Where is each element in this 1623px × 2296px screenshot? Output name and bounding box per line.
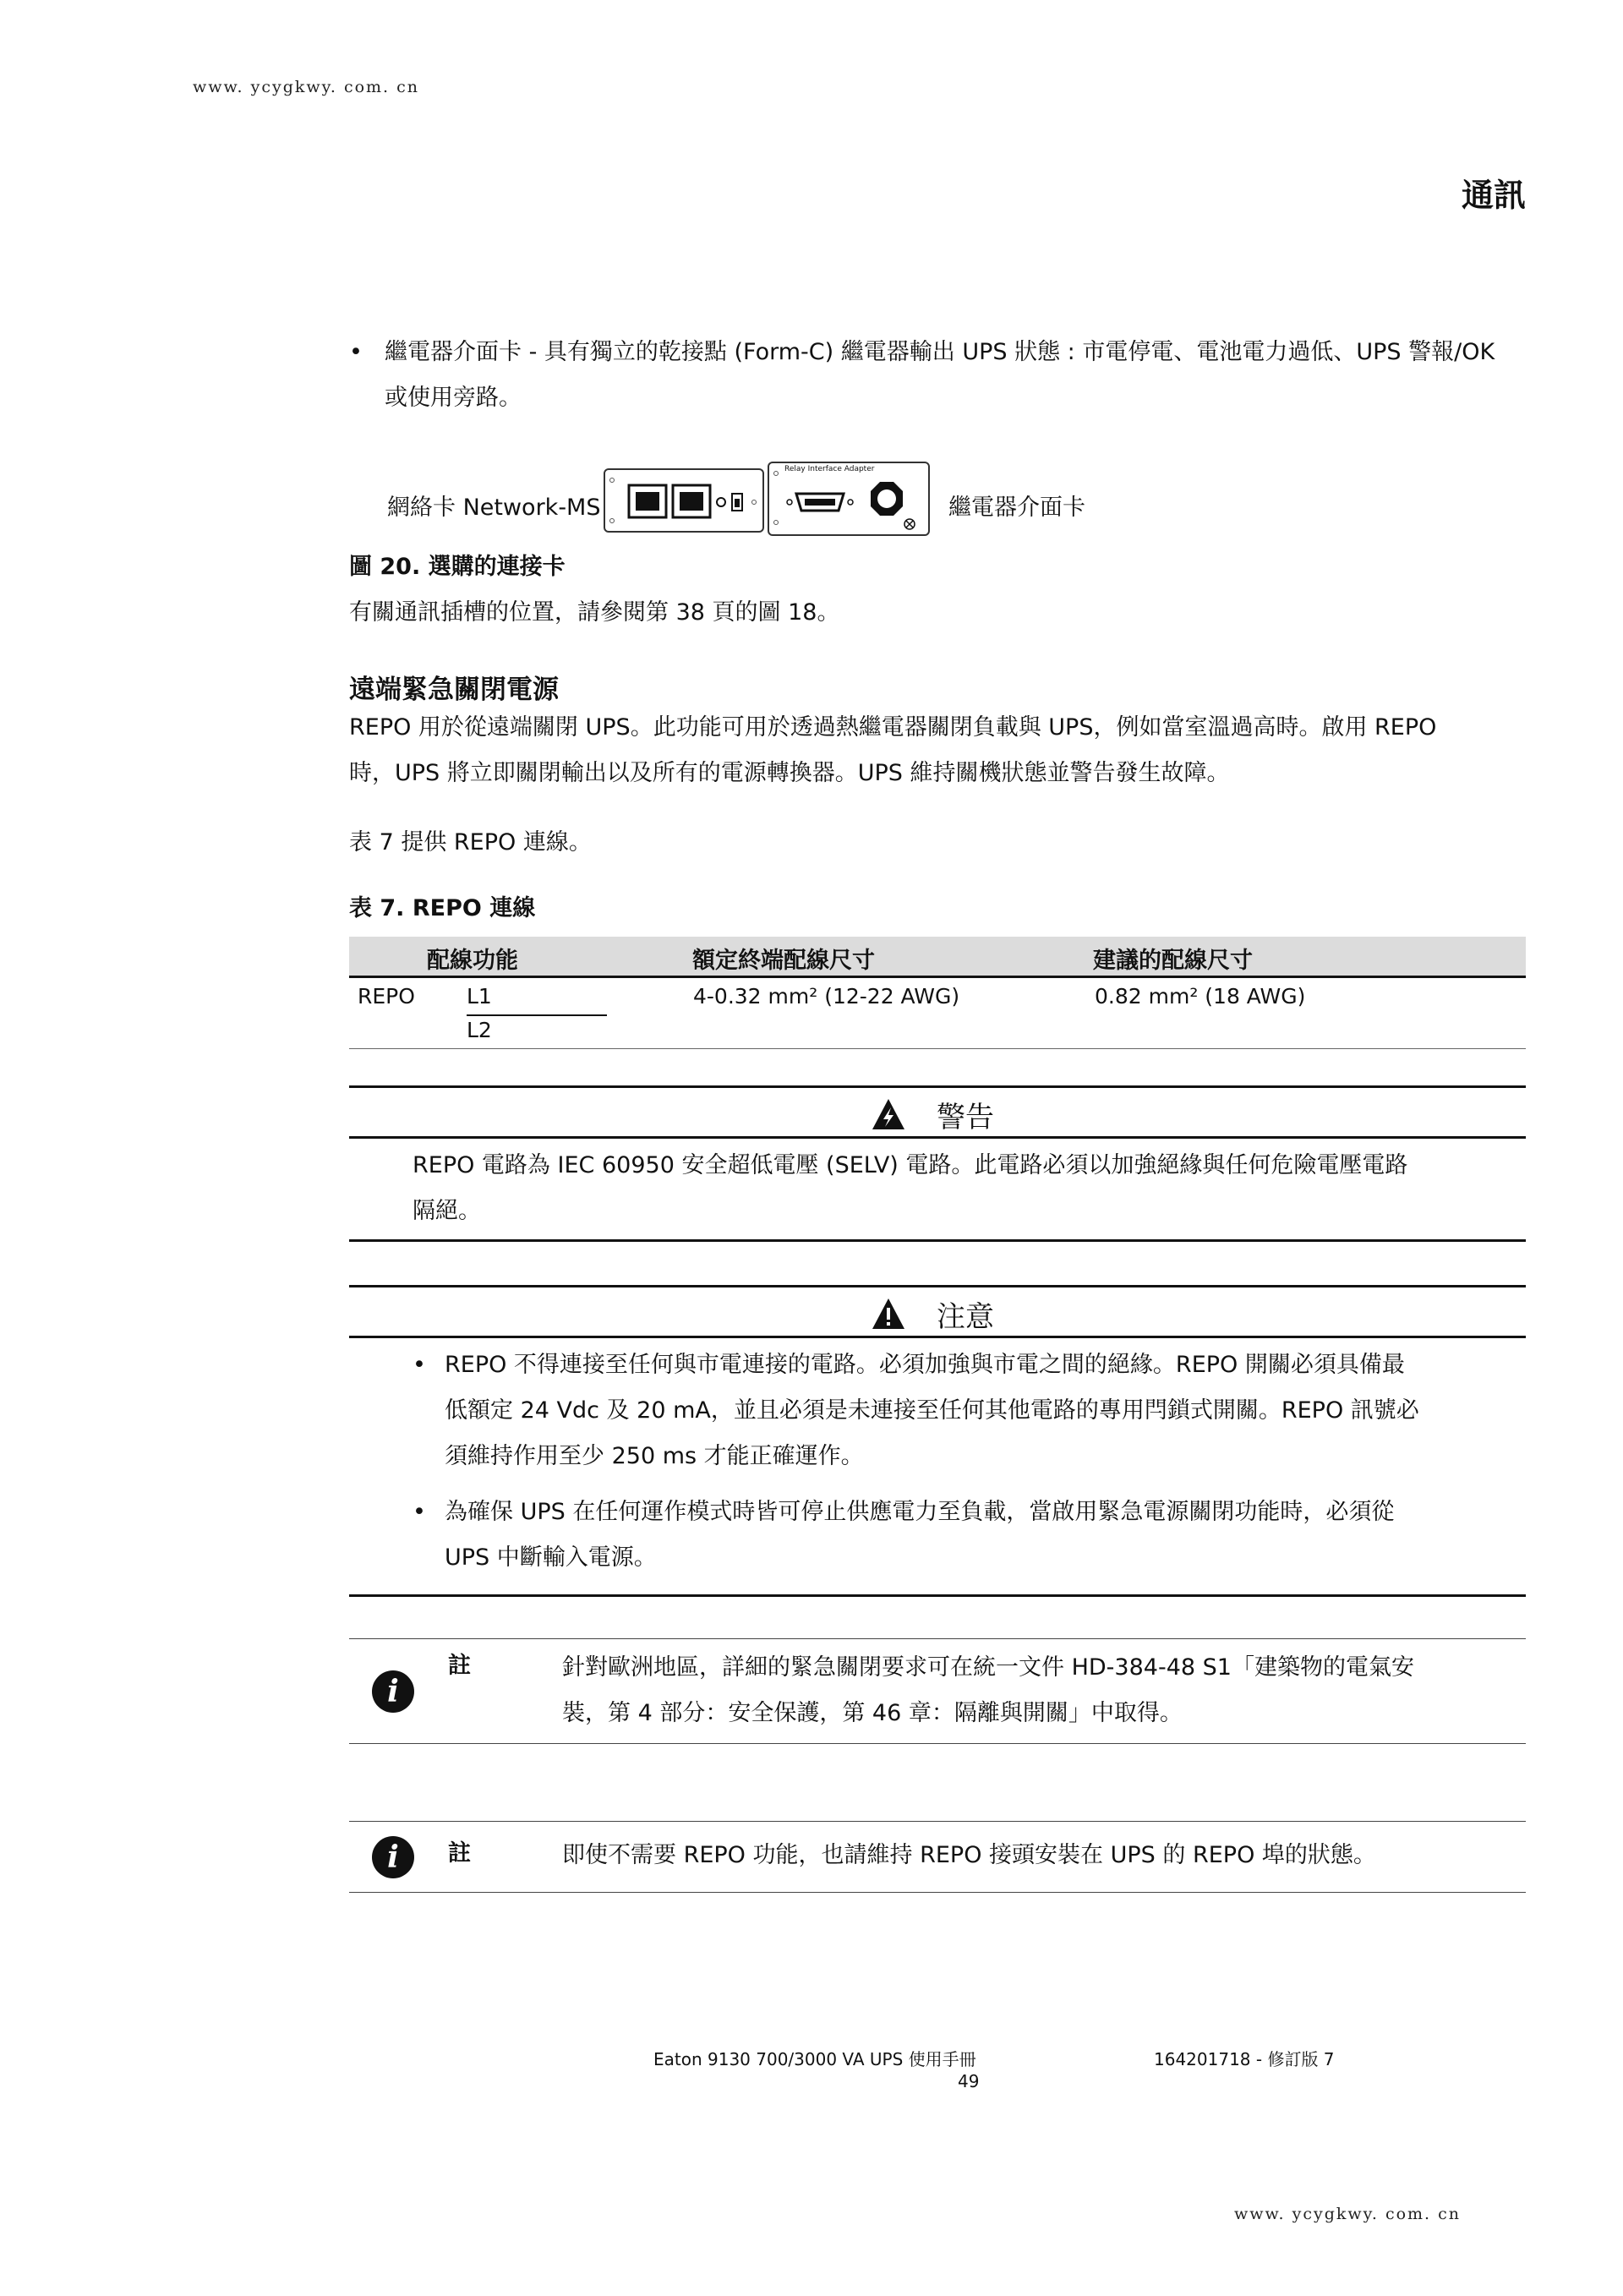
table-row-label: REPO xyxy=(358,984,415,1009)
table-header-rule xyxy=(349,976,1526,978)
warning-electric-icon xyxy=(871,1097,906,1131)
caution-bullet-2-dot: • xyxy=(413,1499,426,1525)
slot-reference: 有關通訊插槽的位置，請參閱第 38 頁的圖 18。 xyxy=(349,599,840,626)
note2-bottom-rule xyxy=(349,1892,1526,1893)
relay-interface-card xyxy=(768,462,930,536)
section-heading: 遠端緊急關閉電源 xyxy=(349,675,559,705)
caution-b1-line3: 須維持作用至少 250 ms 才能正確運作。 xyxy=(445,1443,864,1469)
table-recommended-size: 0.82 mm² (18 AWG) xyxy=(1095,984,1306,1009)
caution-b2-line1: 為確保 UPS 在任何運作模式時皆可停止供應電力至負載，當啟用緊急電源關閉功能時，必須從 xyxy=(445,1499,1395,1525)
note2-top-rule xyxy=(349,1821,1526,1822)
table-caption: 表 7. REPO 連線 xyxy=(349,895,536,921)
chapter-title: 通訊 xyxy=(1461,177,1526,214)
bullet-dot: • xyxy=(349,339,363,365)
caution-icon xyxy=(871,1297,906,1331)
caution-b2-line2: UPS 中斷輸入電源。 xyxy=(445,1544,657,1571)
table-l1: L1 xyxy=(467,984,492,1009)
caution-bullet-1-dot: • xyxy=(413,1352,426,1378)
note1-label: 註 xyxy=(448,1653,471,1679)
figure-left-label: 網絡卡 Network-MS xyxy=(387,495,601,521)
relay-card-illustration xyxy=(769,463,928,534)
warning-line2: 隔絕。 xyxy=(413,1198,481,1224)
repo-para-line2: 時，UPS 將立即關閉輸出以及所有的電源轉換器。UPS 維持關機狀態並警告發生故障。 xyxy=(349,760,1230,786)
bullet-relay-cont: 或使用旁路。 xyxy=(385,385,522,411)
info-icon: i xyxy=(372,1670,414,1713)
table-header-recommended-size: 建議的配線尺寸 xyxy=(1093,948,1253,974)
table-rated-size: 4-0.32 mm² (12-22 AWG) xyxy=(693,984,960,1009)
table-l-divider xyxy=(467,1014,607,1016)
warning-title-rule xyxy=(349,1136,1526,1139)
table-l2: L2 xyxy=(467,1018,492,1042)
watermark-bottom: www. ycygkwy. com. cn xyxy=(1234,2205,1462,2223)
table-header-wiring-function: 配線功能 xyxy=(427,948,518,974)
warning-title: 警告 xyxy=(937,1101,994,1134)
info-icon: i xyxy=(372,1836,414,1878)
figure-right-label: 繼電器介面卡 xyxy=(948,495,1085,521)
caution-b1-line1: REPO 不得連接至任何與市電連接的電路。必須加強與市電之間的絕緣。REPO 開關必須具備最 xyxy=(445,1352,1405,1378)
caution-b1-line2: 低額定 24 Vdc 及 20 mA，並且必須是未連接至任何其他電路的專用閂鎖式開關。REPO 訊號必 xyxy=(445,1397,1419,1424)
note2-line1: 即使不需要 REPO 功能，也請維持 REPO 接頭安裝在 UPS 的 REPO 埠的狀態。 xyxy=(562,1842,1376,1868)
caution-bottom-rule xyxy=(349,1594,1526,1597)
note1-top-rule xyxy=(349,1638,1526,1639)
caution-title: 注意 xyxy=(937,1300,994,1334)
watermark-top: www. ycygkwy. com. cn xyxy=(193,78,420,96)
caution-top-rule xyxy=(349,1285,1526,1287)
warning-line1: REPO 電路為 IEC 60950 安全超低電壓 (SELV) 電路。此電路必須以加強絕緣與任何危險電壓電路 xyxy=(413,1152,1408,1178)
repo-para-line1: REPO 用於從遠端關閉 UPS。此功能可用於透過熱繼電器關閉負載與 UPS，例如當室溫過高時。啟用 REPO xyxy=(349,714,1437,741)
footer-doc-number: 164201718 - 修訂版 7 xyxy=(1154,2049,1335,2069)
table-intro: 表 7 提供 REPO 連線。 xyxy=(349,829,592,856)
note2-label: 註 xyxy=(448,1840,471,1867)
note1-bottom-rule xyxy=(349,1743,1526,1744)
table-bottom-rule xyxy=(349,1048,1526,1049)
table-header-row xyxy=(349,937,1526,976)
footer-manual-title: Eaton 9130 700/3000 VA UPS 使用手冊 xyxy=(653,2049,976,2069)
network-card-illustration xyxy=(605,470,762,531)
table-header-rated-size: 額定終端配線尺寸 xyxy=(692,948,875,974)
note1-line2: 裝，第 4 部分：安全保護，第 46 章：隔離與開關」中取得。 xyxy=(562,1700,1183,1726)
network-ms-card xyxy=(604,468,764,533)
warning-bottom-rule xyxy=(349,1239,1526,1242)
caution-title-rule xyxy=(349,1336,1526,1338)
warning-top-rule xyxy=(349,1085,1526,1088)
figure-caption: 圖 20. 選購的連接卡 xyxy=(349,554,566,580)
bullet-relay-text: 繼電器介面卡 - 具有獨立的乾接點 (Form-C) 繼電器輸出 UPS 狀態 : 市電停電、電池電力過低、UPS 警報/OK xyxy=(385,339,1495,365)
page-number: 49 xyxy=(958,2071,980,2091)
relay-card-text: Relay Interface Adapter xyxy=(784,465,875,473)
note1-line1: 針對歐洲地區，詳細的緊急關閉要求可在統一文件 HD-384-48 S1「建築物的電氣安 xyxy=(562,1654,1414,1681)
